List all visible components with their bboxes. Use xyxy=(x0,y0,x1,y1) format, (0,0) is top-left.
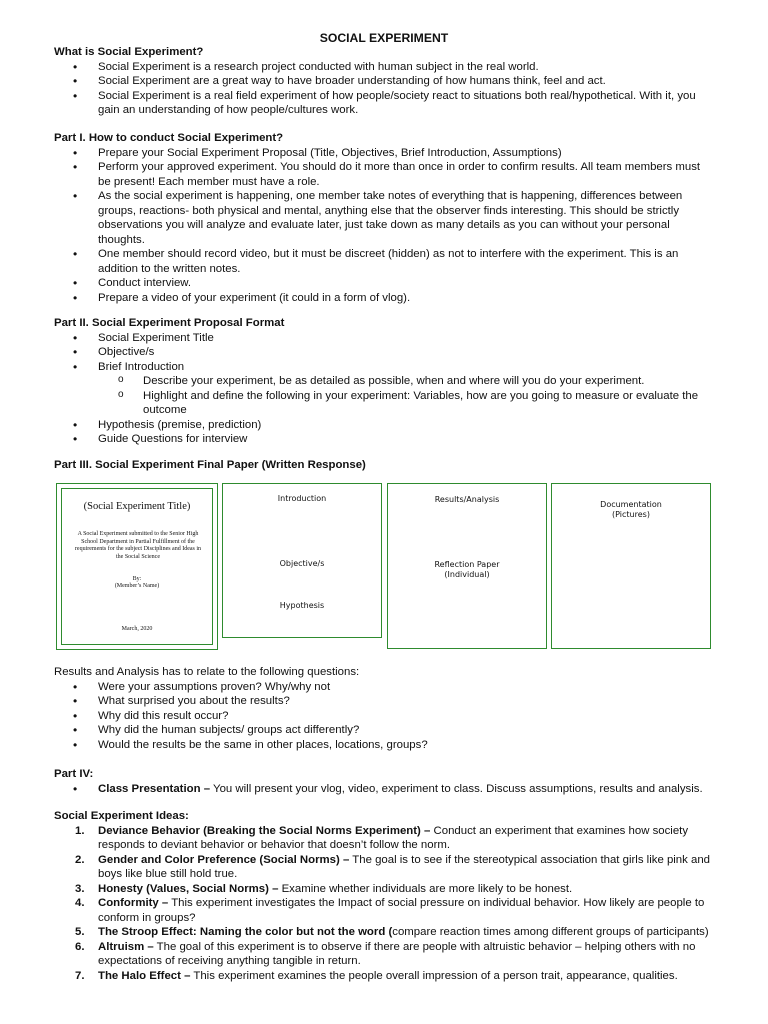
idea-title: Altruism – xyxy=(98,940,154,953)
list-item xyxy=(54,925,714,940)
cover-title: (Social Experiment Title) xyxy=(83,501,191,512)
list-item: • Would the results be the same in other places, locations, groups? xyxy=(54,738,714,753)
list-item: • Guide Questions for interview xyxy=(54,432,714,447)
part3-section xyxy=(54,458,714,473)
results-panel xyxy=(387,483,547,649)
part1-section xyxy=(54,131,714,305)
panel-hypothesis-label: Hypothesis xyxy=(279,601,325,610)
panel-individual-label: (Individual) xyxy=(444,570,490,579)
list-item xyxy=(54,896,714,925)
list-item: • Prepare a video of your experiment (it could in a form of vlog). xyxy=(54,291,714,306)
class-presentation-text: You will present your vlog, video, experiment to class. Discuss assumptions, results and analysis. xyxy=(210,782,703,795)
idea-text: compare reaction times among different groups of participants) xyxy=(392,926,709,938)
item-number: 5. xyxy=(75,926,85,938)
list-item: • Why did the human subjects/ groups act differently? xyxy=(54,723,714,738)
list-item: • Social Experiment Title xyxy=(54,331,714,346)
list-item: • Perform your approved experiment. You should do it more than once in order to confirm results. All team members must be present! Each member must have a role. xyxy=(54,160,714,189)
cover-by: By: xyxy=(132,576,142,582)
list-item: • Objective/s xyxy=(54,345,714,360)
idea-title: Deviance Behavior (Breaking the Social Norms Experiment) – xyxy=(98,824,431,837)
part1-list xyxy=(54,146,714,306)
item-number: 6. xyxy=(75,940,85,953)
idea-title: Conformity – xyxy=(98,897,169,909)
part2-list xyxy=(54,331,714,447)
idea-text: The goal of this experiment is to observe if there are people with altruistic behavior – helping others with no expectations of receiving anything tangible in return. xyxy=(98,940,696,967)
idea-text: This experiment investigates the Impact of social pressure on individual behavior. How likely are people to conform in groups? xyxy=(98,897,705,924)
results-list xyxy=(54,680,714,753)
panel-reflection-label: Reflection Paper xyxy=(434,560,500,569)
panel-objectives-label: Objective/s xyxy=(279,559,325,568)
list-item: • Social Experiment is a real field experiment of how people/society react to situations both real/hypothetical. With it, you gain an understanding of how people/cultures work. xyxy=(54,89,714,118)
list-item xyxy=(54,853,714,882)
sub-list-item: o Describe your experiment, be as detailed as possible, when and where will you do your experiment. xyxy=(98,374,714,389)
idea-title: The Halo Effect – xyxy=(98,969,191,982)
part4-heading: Part IV: xyxy=(54,768,94,780)
panel-results-label: Results/Analysis xyxy=(434,495,500,504)
idea-text: Examine whether individuals are more likely to be honest. xyxy=(278,882,573,895)
intro-heading: What is Social Experiment? xyxy=(54,46,204,58)
ideas-heading: Social Experiment Ideas: xyxy=(54,810,189,822)
sub-list-item: o Highlight and define the following in your experiment: Variables, how are you going to measure or evaluate the outcome xyxy=(98,389,714,418)
introduction-panel xyxy=(222,483,382,638)
part4-section xyxy=(54,767,714,796)
intro-list xyxy=(54,60,714,118)
list-item: • Social Experiment is a research project conducted with human subject in the real world. xyxy=(54,60,714,75)
list-item xyxy=(54,360,714,418)
idea-text: The goal is to see if the stereotypical association that girls like pink and boys like blue still hold true. xyxy=(98,853,711,880)
cover-members: (Member’s Name) xyxy=(114,583,160,589)
ideas-list xyxy=(54,824,714,984)
panel-documentation-label: Documentation xyxy=(600,500,662,509)
cover-date: March, 2020 xyxy=(121,626,153,632)
class-presentation-label: Class Presentation – xyxy=(98,782,211,795)
list-item: • Hypothesis (premise, prediction) xyxy=(54,418,714,433)
part4-list xyxy=(54,782,714,797)
ideas-section xyxy=(54,809,714,983)
document-title: SOCIAL EXPERIMENT xyxy=(319,31,449,45)
list-item xyxy=(54,940,714,969)
cover-description: A Social Experiment submitted to the Senior High School Department in Partial Fulfillment of the requirements for the subject Disciplines and Ideas in the Social Science xyxy=(74,531,202,560)
results-section xyxy=(54,665,714,752)
list-item: • Were your assumptions proven? Why/why not xyxy=(54,680,714,695)
sub-list xyxy=(98,374,714,418)
list-item: • What surprised you about the results? xyxy=(54,694,714,709)
list-item: • One member should record video, but it must be discreet (hidden) as not to interfere with the experiment. This is an addition to the written notes. xyxy=(54,247,714,276)
part2-heading: Part II. Social Experiment Proposal Format xyxy=(54,317,285,329)
idea-text: Conduct an experiment that examines how society responds to deviant behavior or behavior that doesn’t follow the norm. xyxy=(98,824,689,851)
list-item: • Conduct interview. xyxy=(54,276,714,291)
part1-heading: Part I. How to conduct Social Experiment? xyxy=(54,132,284,144)
list-item xyxy=(54,882,714,897)
list-item xyxy=(54,824,714,853)
list-item xyxy=(54,969,714,984)
list-item-text: Brief Introduction xyxy=(98,360,185,373)
item-number: 1. xyxy=(75,824,85,837)
panel-pictures-label: (Pictures) xyxy=(612,510,650,519)
item-number: 7. xyxy=(75,969,85,982)
idea-text: This experiment examines the people overall impression of a person trait, appearance, qualities. xyxy=(190,969,678,982)
panel-introduction-label: Introduction xyxy=(277,494,327,503)
results-intro: Results and Analysis has to relate to the following questions: xyxy=(54,666,360,678)
item-number: 4. xyxy=(75,897,85,909)
list-item: • Social Experiment are a great way to have broader understanding of how humans think, feel and act. xyxy=(54,74,714,89)
item-number: 2. xyxy=(75,853,85,866)
idea-title: Gender and Color Preference (Social Norms) – xyxy=(98,853,350,866)
idea-title: The Stroop Effect: Naming the color but not the word ( xyxy=(98,926,393,938)
part2-section xyxy=(54,316,714,447)
list-item xyxy=(54,782,714,797)
part3-heading: Part III. Social Experiment Final Paper (Written Response) xyxy=(54,459,366,471)
item-number: 3. xyxy=(75,882,85,895)
documentation-panel xyxy=(551,483,711,649)
list-item: • Prepare your Social Experiment Proposal (Title, Objectives, Brief Introduction, Assumptions) xyxy=(54,146,714,161)
intro-section xyxy=(54,45,714,118)
list-item: • Why did this result occur? xyxy=(54,709,714,724)
idea-title: Honesty (Values, Social Norms) – xyxy=(98,882,279,895)
cover-page-panel xyxy=(56,483,218,650)
list-item: • As the social experiment is happening, one member take notes of everything that is happening, differences between groups, reactions- both physical and mental, anything else that the observer finds interesting. This should be strictly observations you will analyze and evaluate later, just take down as many details as you can without your personal thoughts. xyxy=(54,189,714,247)
